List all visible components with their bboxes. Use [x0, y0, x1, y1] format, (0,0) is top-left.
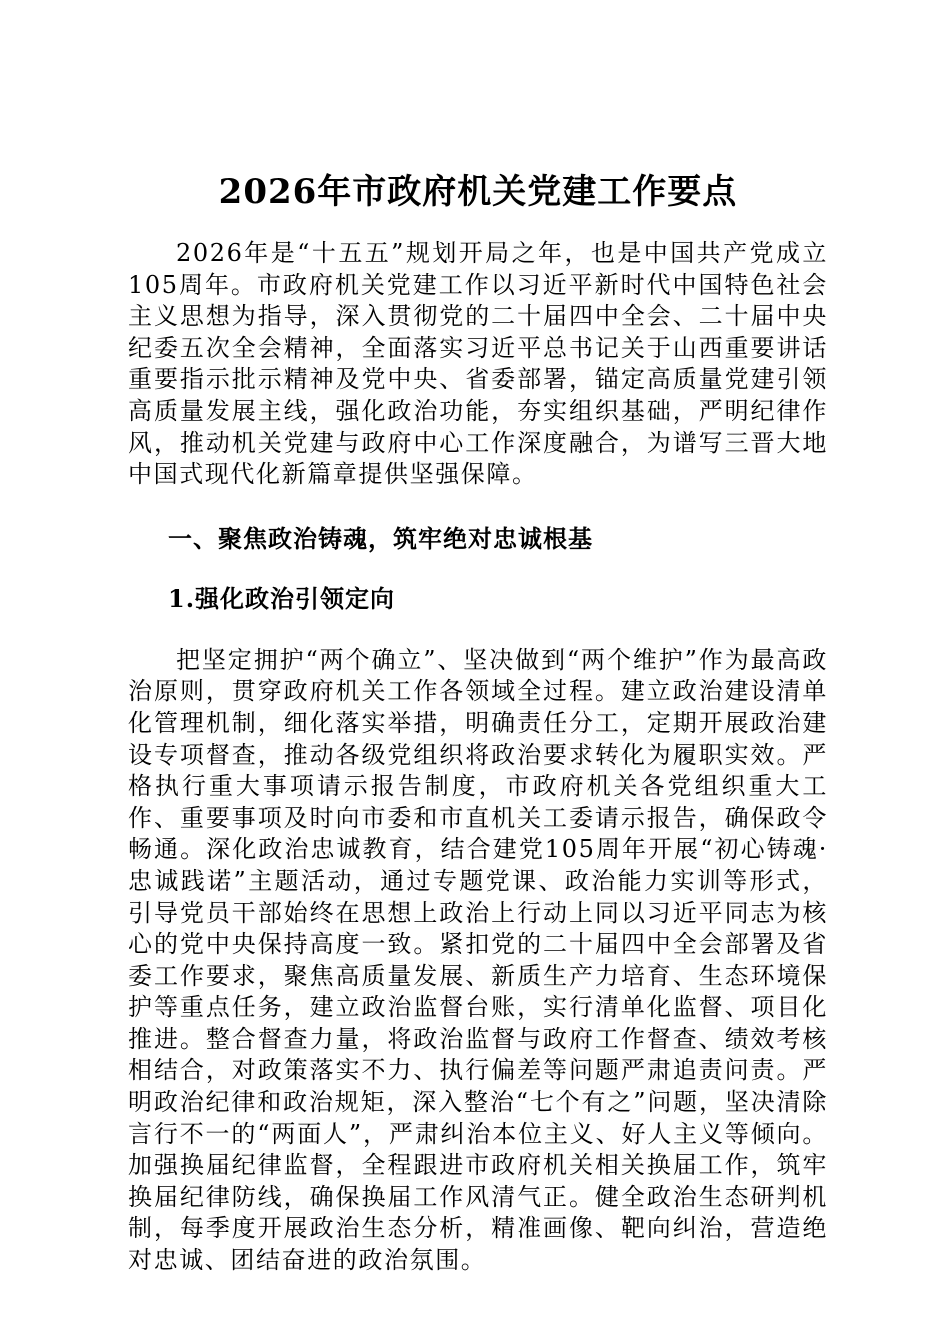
subsection-body-paragraph: 把坚定拥护“两个确立”、坚决做到“两个维护”作为最高政治原则，贯穿政府机关工作各领域全过程。建立政治建设清单化管理机制，细化落实举措，明确责任分工，定期开展政治建设专项督查，推动各级党组织将政治要求转化为履职实效。严格执行重大事项请示报告制度，市政府机关各党组织重大工作、重要事项及时向市委和市直机关工委请示报告，确保政令畅通。深化政治忠诚教育，结合建党105周年开展“初心铸魂·忠诚践诺”主题活动，通过专题党课、政治能力实训等形式，引导党员干部始终在思想上政治上行动上同以习近平同志为核心的党中央保持高度一致。紧扣党的二十届四中全会部署及省委工作要求，聚焦高质量发展、新质生产力培育、生态环境保护等重点任务，建立政治监督台账，实行清单化监督、项目化推进。整合督查力量，将政治监督与政府工作督查、绩效考核相结合，对政策落实不力、执行偏差等问题严肃追责问责。严明政治纪律和政治规矩，深入整治“七个有之”问题，坚决清除言行不一的“两面人”，严肃纠治本位主义、好人主义等倾向。加强换届纪律监督，全程跟进市政府机关相关换届工作，筑牢换届纪律防线，确保换届工作风清气正。健全政治生态研判机制，每季度开展政治生态分析，精准画像、靶向纠治，营造绝对忠诚、团结奋进的政治氛围。: [128, 645, 828, 1275]
subsection-heading: 1.强化政治引领定向: [168, 583, 396, 613]
document-title: 2026年市政府机关党建工作要点: [218, 172, 738, 212]
document-page: [128, 168, 828, 1277]
intro-paragraph: 2026年是“十五五”规划开局之年，也是中国共产党成立105周年。市政府机关党建工作以习近平新时代中国特色社会主义思想为指导，深入贯彻党的二十届四中全会、二十届中央纪委五次全会精神，全面落实习近平总书记关于山西重要讲话重要指示批示精神及党中央、省委部署，锚定高质量党建引领高质量发展主线，强化政治功能，夯实组织基础，严明纪律作风，推动机关党建与政府中心工作深度融合，为谱写三晋大地中国式现代化新篇章提供坚强保障。: [128, 239, 828, 489]
section-heading: 一、聚焦政治铸魂，筑牢绝对忠诚根基: [168, 523, 593, 553]
